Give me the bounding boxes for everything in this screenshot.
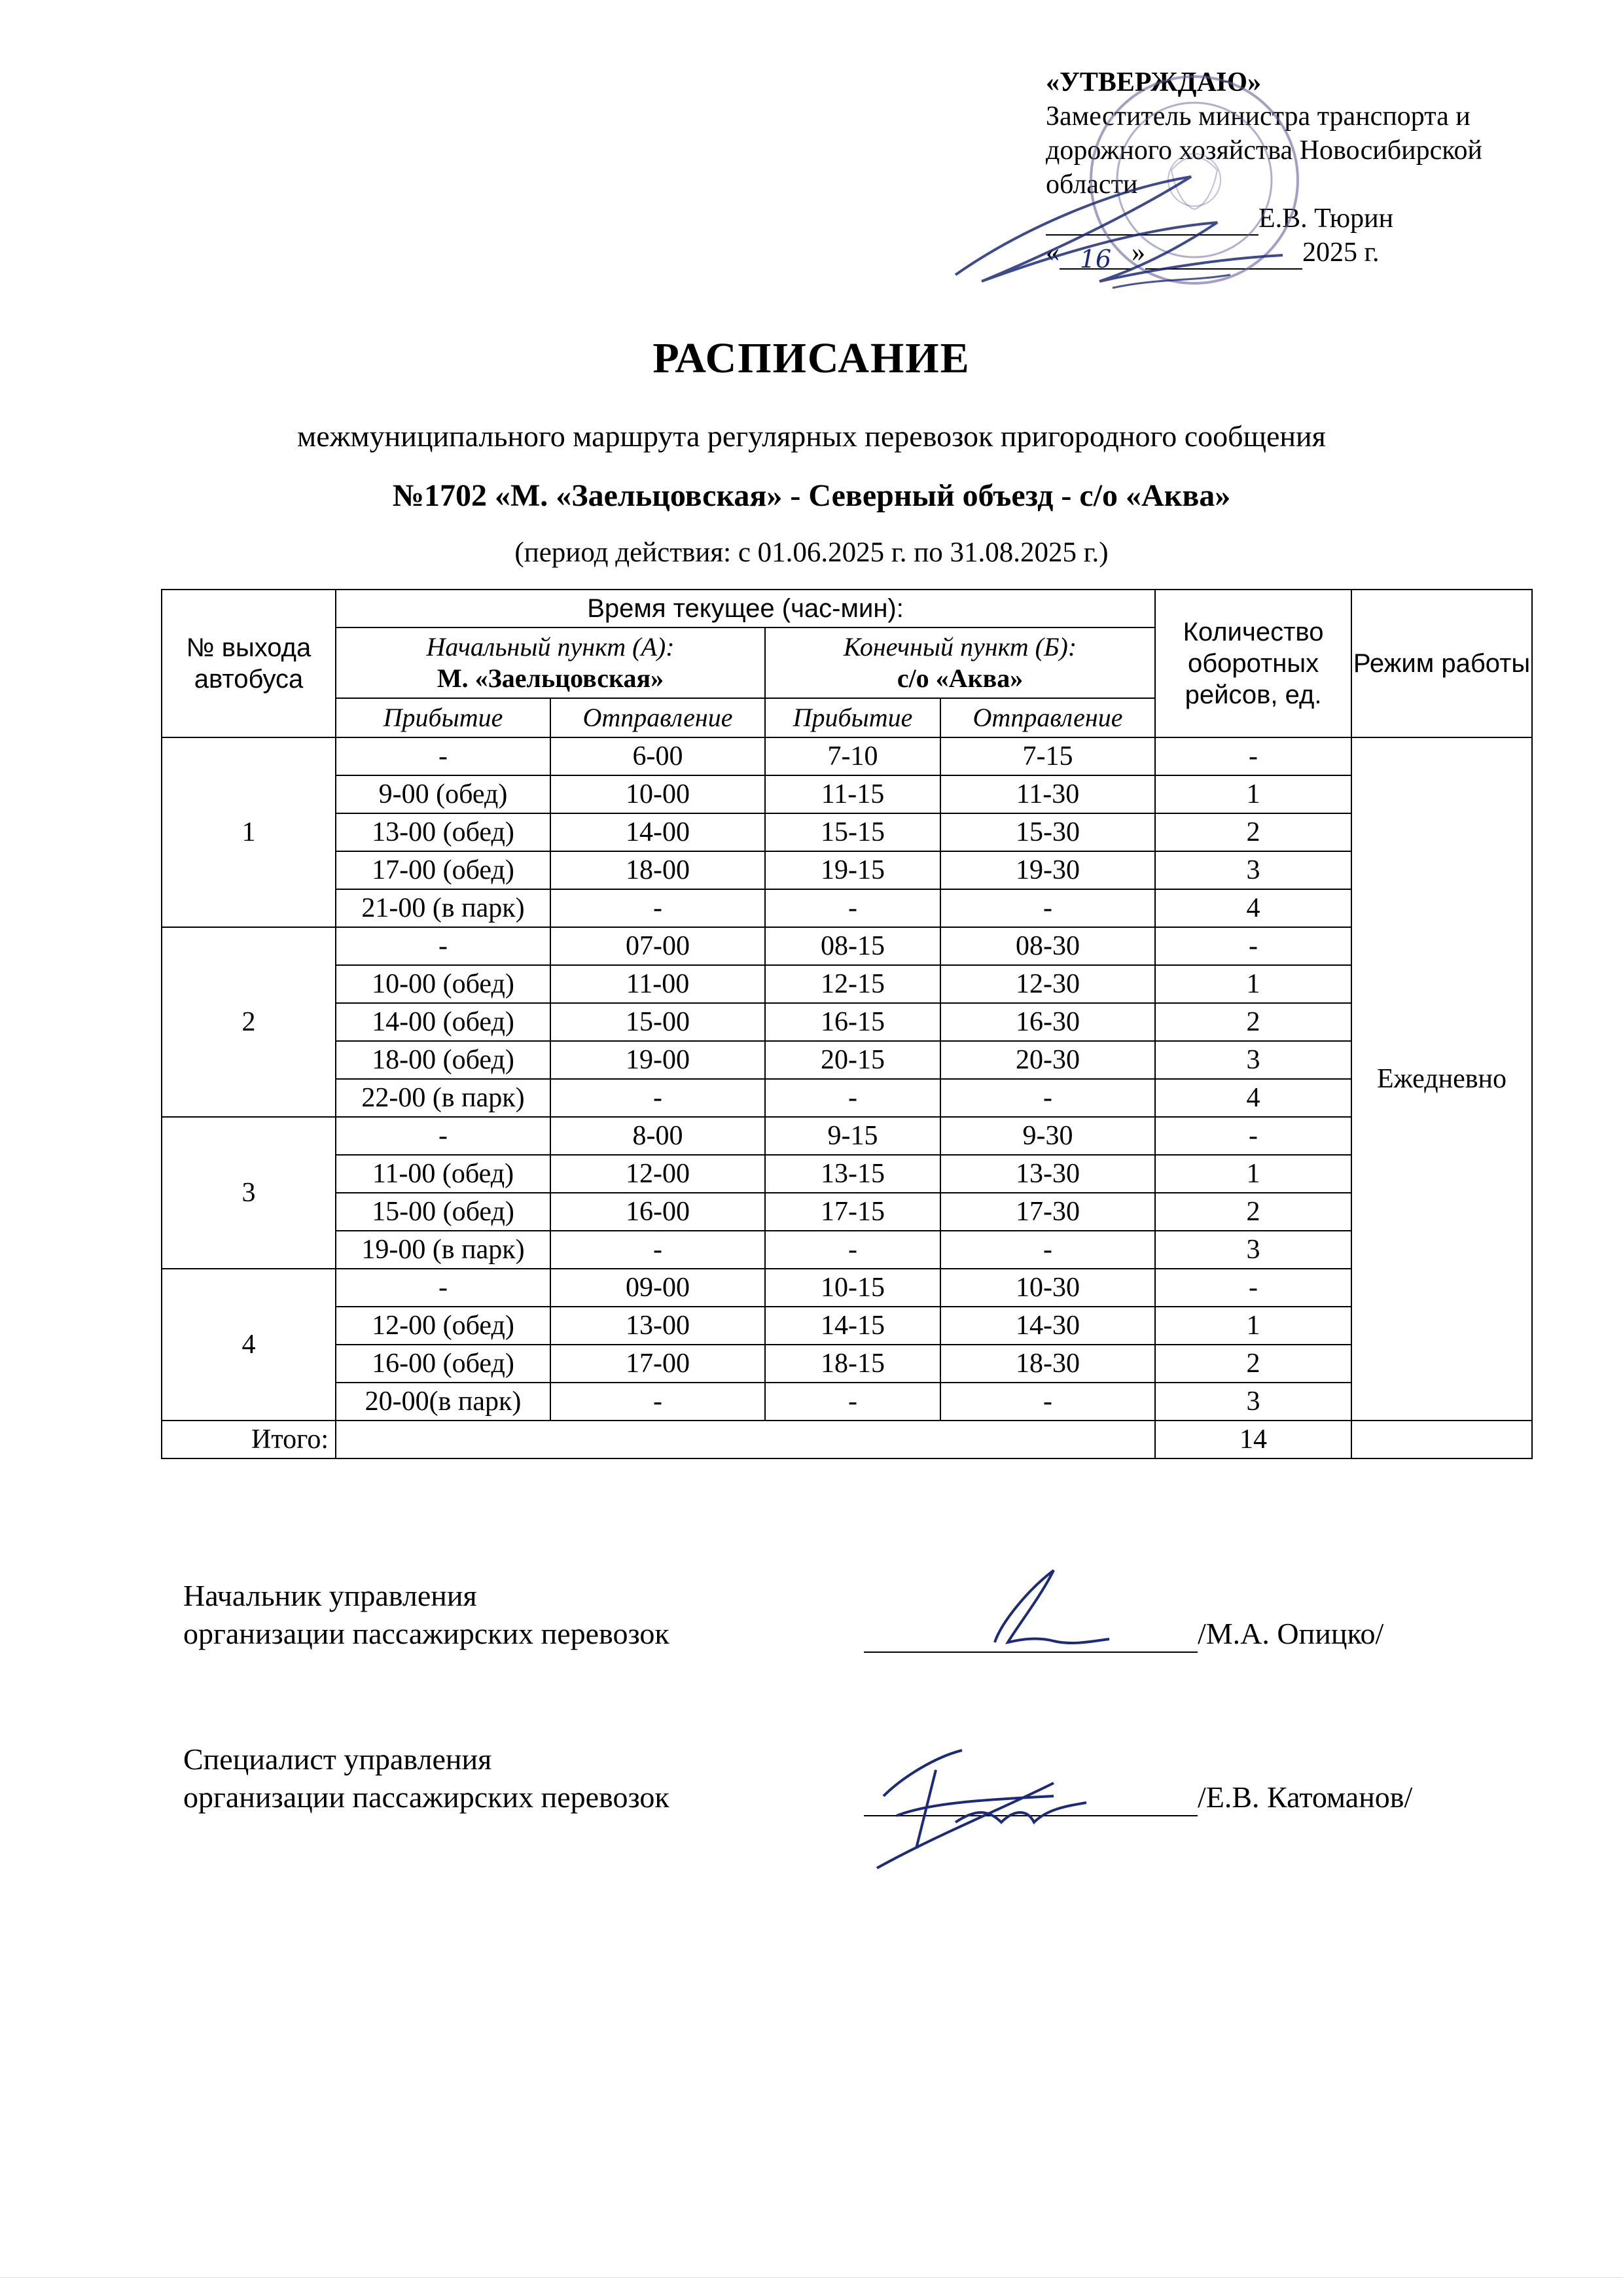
bus-number-cell: 4: [162, 1269, 336, 1421]
work-mode-cell: Ежедневно: [1351, 737, 1532, 1421]
end-arrival-cell: 10-15: [765, 1269, 940, 1307]
start-departure-cell: 19-00: [550, 1041, 765, 1079]
approval-position-line2: дорожного хозяйства Новосибирской: [1046, 135, 1482, 166]
end-departure-cell: 13-30: [940, 1155, 1155, 1193]
end-point-name: с/о «Аква»: [897, 663, 1024, 693]
end-departure-cell: 14-30: [940, 1307, 1155, 1345]
trip-count-cell: 2: [1155, 1193, 1351, 1231]
start-arrival-cell: 13-00 (обед): [336, 813, 550, 851]
trip-count-cell: 2: [1155, 1003, 1351, 1041]
start-arrival-cell: -: [336, 737, 550, 775]
start-arrival-cell: 9-00 (обед): [336, 775, 550, 813]
route-name: №1702 «М. «Заельцовская» - Северный объезд - с/о «Аква»: [392, 478, 1231, 513]
end-arrival-cell: 14-15: [765, 1307, 940, 1345]
table-row: [162, 1231, 1532, 1269]
start-arrival-cell: 21-00 (в парк): [336, 889, 550, 927]
end-departure-cell: 15-30: [940, 813, 1155, 851]
schedule-table: [161, 589, 1533, 1459]
start-departure-cell: -: [550, 889, 765, 927]
date-day: 16: [1060, 242, 1132, 270]
end-departure-cell: 11-30: [940, 775, 1155, 813]
end-arrival-cell: 7-10: [765, 737, 940, 775]
end-departure-cell: 7-15: [940, 737, 1155, 775]
total-mode-empty: [1351, 1421, 1532, 1458]
end-point-label: Конечный пункт (Б):: [843, 632, 1077, 662]
trip-count-cell: 1: [1155, 1307, 1351, 1345]
end-arrival-cell: 08-15: [765, 927, 940, 965]
header-current-time: Время текущее (час-мин):: [336, 590, 1155, 627]
start-departure-cell: 16-00: [550, 1193, 765, 1231]
table-row: [162, 1041, 1532, 1079]
table-row: [162, 1193, 1532, 1231]
table-row: [162, 1079, 1532, 1117]
start-departure-cell: 14-00: [550, 813, 765, 851]
start-departure-cell: -: [550, 1079, 765, 1117]
start-arrival-cell: 10-00 (обед): [336, 965, 550, 1003]
bus-number-cell: 2: [162, 927, 336, 1117]
end-departure-cell: 17-30: [940, 1193, 1155, 1231]
signature-block-1: [183, 1577, 1384, 1653]
table-row: [162, 1383, 1532, 1421]
end-departure-cell: -: [940, 1383, 1155, 1421]
start-departure-cell: -: [550, 1383, 765, 1421]
end-arrival-cell: 17-15: [765, 1193, 940, 1231]
start-departure-cell: -: [550, 1231, 765, 1269]
total-value: 14: [1155, 1421, 1351, 1458]
start-point-label: Начальный пункт (А):: [426, 632, 675, 662]
start-arrival-cell: 15-00 (обед): [336, 1193, 550, 1231]
header-start-point: [336, 627, 765, 698]
start-arrival-cell: -: [336, 927, 550, 965]
end-arrival-cell: -: [765, 1383, 940, 1421]
start-arrival-cell: 11-00 (обед): [336, 1155, 550, 1193]
end-departure-cell: 9-30: [940, 1117, 1155, 1155]
trip-count-cell: 1: [1155, 1155, 1351, 1193]
end-arrival-cell: 16-15: [765, 1003, 940, 1041]
start-arrival-cell: -: [336, 1117, 550, 1155]
start-departure-cell: 07-00: [550, 927, 765, 965]
start-departure-cell: 15-00: [550, 1003, 765, 1041]
start-arrival-cell: 12-00 (обед): [336, 1307, 550, 1345]
table-row: [162, 1003, 1532, 1041]
trip-count-cell: 4: [1155, 889, 1351, 927]
end-arrival-cell: 9-15: [765, 1117, 940, 1155]
bus-number-cell: 1: [162, 737, 336, 927]
table-row: [162, 889, 1532, 927]
table-row: [162, 1155, 1532, 1193]
signer2-title-line2: организации пассажирских перевозок: [183, 1780, 669, 1814]
trip-count-cell: 3: [1155, 1231, 1351, 1269]
header-work-mode: Режим работы: [1351, 590, 1532, 737]
total-row: [162, 1421, 1532, 1458]
header-end-departure: Отправление: [940, 698, 1155, 737]
trip-count-cell: 1: [1155, 965, 1351, 1003]
table-row: [162, 1307, 1532, 1345]
page-edge: [0, 2277, 1623, 2278]
end-arrival-cell: 20-15: [765, 1041, 940, 1079]
document-subtitle: межмуниципального маршрута регулярных перевозок пригородного сообщения: [297, 419, 1326, 453]
end-arrival-cell: 12-15: [765, 965, 940, 1003]
end-departure-cell: 16-30: [940, 1003, 1155, 1041]
table-row: [162, 965, 1532, 1003]
start-departure-cell: 8-00: [550, 1117, 765, 1155]
start-departure-cell: 13-00: [550, 1307, 765, 1345]
trip-count-cell: 3: [1155, 1383, 1351, 1421]
table-row: [162, 775, 1532, 813]
trip-count-cell: -: [1155, 927, 1351, 965]
signer1-title-line2: организации пассажирских перевозок: [183, 1617, 669, 1650]
table-row: [162, 851, 1532, 889]
signer2-name: /Е.В. Катоманов/: [1198, 1780, 1413, 1814]
start-arrival-cell: 22-00 (в парк): [336, 1079, 550, 1117]
date-year: 2025 г.: [1302, 238, 1380, 268]
start-arrival-cell: 16-00 (обед): [336, 1345, 550, 1383]
table-row: [162, 927, 1532, 965]
signer1-signature: [955, 1564, 1113, 1655]
table-row: [162, 1345, 1532, 1383]
header-start-arrival: Прибытие: [336, 698, 550, 737]
approval-position-line3: области: [1046, 169, 1138, 200]
end-departure-cell: -: [940, 889, 1155, 927]
table-row: [162, 1117, 1532, 1155]
bus-number-cell: 3: [162, 1117, 336, 1269]
table-row: [162, 737, 1532, 775]
end-arrival-cell: -: [765, 889, 940, 927]
header-trip-count: Количество оборотных рейсов, ед.: [1155, 590, 1351, 737]
end-arrival-cell: 19-15: [765, 851, 940, 889]
header-end-arrival: Прибытие: [765, 698, 940, 737]
start-departure-cell: 17-00: [550, 1345, 765, 1383]
end-departure-cell: -: [940, 1079, 1155, 1117]
start-arrival-cell: 19-00 (в парк): [336, 1231, 550, 1269]
total-label: Итого:: [162, 1421, 336, 1458]
table-row: [162, 1269, 1532, 1307]
end-departure-cell: 18-30: [940, 1345, 1155, 1383]
end-departure-cell: 08-30: [940, 927, 1155, 965]
date-open-quote: «: [1046, 238, 1060, 268]
validity-period: (период действия: с 01.06.2025 г. по 31.08.2025 г.): [514, 537, 1109, 568]
end-departure-cell: -: [940, 1231, 1155, 1269]
end-arrival-cell: 13-15: [765, 1155, 940, 1193]
trip-count-cell: 3: [1155, 1041, 1351, 1079]
start-arrival-cell: -: [336, 1269, 550, 1307]
signature-block-2: [183, 1740, 1413, 1816]
date-close-quote: »: [1132, 238, 1145, 268]
trip-count-cell: 4: [1155, 1079, 1351, 1117]
start-departure-cell: 6-00: [550, 737, 765, 775]
start-arrival-cell: 17-00 (обед): [336, 851, 550, 889]
end-departure-cell: 10-30: [940, 1269, 1155, 1307]
approval-name: Е.В. Тюрин: [1258, 203, 1394, 234]
end-departure-cell: 20-30: [940, 1041, 1155, 1079]
trip-count-cell: -: [1155, 1117, 1351, 1155]
end-arrival-cell: 18-15: [765, 1345, 940, 1383]
trip-count-cell: 3: [1155, 851, 1351, 889]
trip-count-cell: -: [1155, 1269, 1351, 1307]
document-title: РАСПИСАНИЕ: [652, 334, 971, 382]
trip-count-cell: 1: [1155, 775, 1351, 813]
start-departure-cell: 10-00: [550, 775, 765, 813]
signer1-name: /М.А. Опицко/: [1198, 1617, 1384, 1650]
start-point-name: М. «Заельцовская»: [437, 663, 664, 693]
approval-position-line1: Заместитель министра транспорта и: [1046, 101, 1471, 132]
signer2-signature: [857, 1744, 1093, 1875]
trip-count-cell: 2: [1155, 1345, 1351, 1383]
start-arrival-cell: 14-00 (обед): [336, 1003, 550, 1041]
start-arrival-cell: 20-00(в парк): [336, 1383, 550, 1421]
signer2-title-line1: Специалист управления: [183, 1742, 492, 1776]
approval-signature: [942, 150, 1309, 308]
total-empty: [336, 1421, 1155, 1458]
start-arrival-cell: 18-00 (обед): [336, 1041, 550, 1079]
header-bus-number: № выхода автобуса: [162, 590, 336, 737]
end-departure-cell: 19-30: [940, 851, 1155, 889]
start-departure-cell: 11-00: [550, 965, 765, 1003]
trip-count-cell: -: [1155, 737, 1351, 775]
schedule-body: [162, 737, 1532, 1421]
start-departure-cell: 12-00: [550, 1155, 765, 1193]
signer1-signature-row: [864, 1615, 1383, 1653]
table-row: [162, 813, 1532, 851]
end-arrival-cell: -: [765, 1079, 940, 1117]
approval-heading: «УТВЕРЖДАЮ»: [1046, 67, 1262, 97]
end-arrival-cell: -: [765, 1231, 940, 1269]
trip-count-cell: 2: [1155, 813, 1351, 851]
header-end-point: [765, 627, 1155, 698]
header-start-departure: Отправление: [550, 698, 765, 737]
start-departure-cell: 18-00: [550, 851, 765, 889]
start-departure-cell: 09-00: [550, 1269, 765, 1307]
end-arrival-cell: 11-15: [765, 775, 940, 813]
end-arrival-cell: 15-15: [765, 813, 940, 851]
end-departure-cell: 12-30: [940, 965, 1155, 1003]
signer1-title-line1: Начальник управления: [183, 1579, 477, 1612]
